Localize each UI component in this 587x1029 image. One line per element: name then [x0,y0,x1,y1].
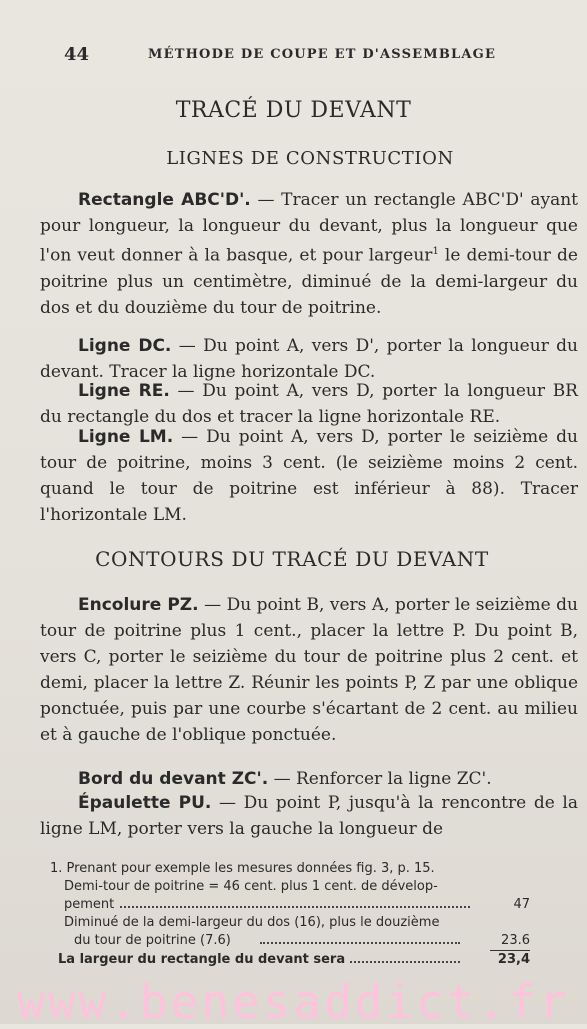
watermark: www.benesaddict.fr [17,975,570,1029]
footnote-value-1: 47 [513,897,530,912]
section-heading-contours: CONTOURS DU TRACÉ DU DEVANT [95,547,489,571]
paragraph-epaulette [40,790,578,842]
footnote-ref: 1 [432,246,439,257]
running-title: MÉTHODE DE COUPE ET D'ASSEMBLAGE [148,47,497,62]
term-rectangle: Rectangle ABC'D'. [78,190,251,210]
term-bord: Bord du devant ZC'. [78,769,269,789]
paragraph-ligne-lm [40,424,578,528]
page-number: 44 [64,44,90,65]
chapter-title: TRACÉ DU DEVANT [175,98,412,123]
text-ligne-re: — Du point A, vers D, porter la longueur BR du rectangle du dos et tracer la ligne horizontale RE. [40,381,578,427]
term-ligne-lm: Ligne LM. [78,427,174,447]
footnote-line-5: du tour de poitrine (7.6) [74,933,231,948]
paragraph-rectangle [40,187,578,321]
text-rectangle-a: — Tracer un rectangle ABC'D' ayant pour longueur, la longueur du devant, plus la longueur que l'on veut donner à la basque, et pour largeur [40,190,578,266]
text-bord: — Renforcer la ligne ZC'. [268,769,492,789]
leader-dots [260,942,460,944]
text-rectangle-b: le demi-tour de poitrine plus un centimètre, diminué de la demi-largeur du dos et du douzième du tour de poitrine. [40,245,578,318]
term-epaulette: Épaulette PU. [78,793,212,813]
leader-dots [120,906,470,908]
footnote-line-2: Demi-tour de poitrine = 46 cent. plus 1 cent. de dévelop- [64,879,438,894]
running-header [64,44,547,68]
section-heading-construction: LIGNES DE CONSTRUCTION [166,148,454,169]
text-ligne-lm: — Du point A, vers D, porter le seizième du tour de poitrine, moins 3 cent. (le seizième moins 2 cent. quand le tour de poitrine est inférieur à 88). Tracer l'horizontale LM. [40,427,578,525]
paragraph-ligne-re [40,378,578,430]
term-encolure: Encolure PZ. [78,595,199,615]
text-ligne-dc: — Du point A, vers D', porter la longueur du devant. Tracer la ligne horizontale DC. [40,336,579,382]
footnote-line-3: pement [64,897,115,912]
footnote-line-4: Diminué de la demi-largeur du dos (16), plus le douzième [64,915,440,930]
text-epaulette: — Du point P, jusqu'à la rencontre de la ligne LM, porter vers la gauche la longueur de [40,793,578,839]
term-ligne-re: Ligne RE. [78,381,170,401]
term-ligne-dc: Ligne DC. [78,336,172,356]
text-encolure: — Du point B, vers A, porter le seizième du tour de poitrine plus 1 cent., placer la lettre P. Du point B, vers C, porter le seizième du tour de poitrine plus 2 cent. et demi, placer la lettre Z. Réunir les points P, Z par une oblique ponctuée, puis par une courbe s'écartant de 2 cent. au milieu et à gauche de l'oblique ponctuée. [40,595,578,745]
footnote [50,860,530,969]
footnote-line-1: 1. Prenant pour exemple les mesures données fig. 3, p. 15. [50,861,435,876]
footnote-value-2: 23.6 [501,933,530,948]
paragraph-bord [40,766,578,792]
paragraph-encolure [40,592,578,748]
leader-dots [350,961,460,963]
footnote-line-6: La largeur du rectangle du devant sera [58,952,346,967]
footnote-value-3: 23,4 [497,952,530,967]
